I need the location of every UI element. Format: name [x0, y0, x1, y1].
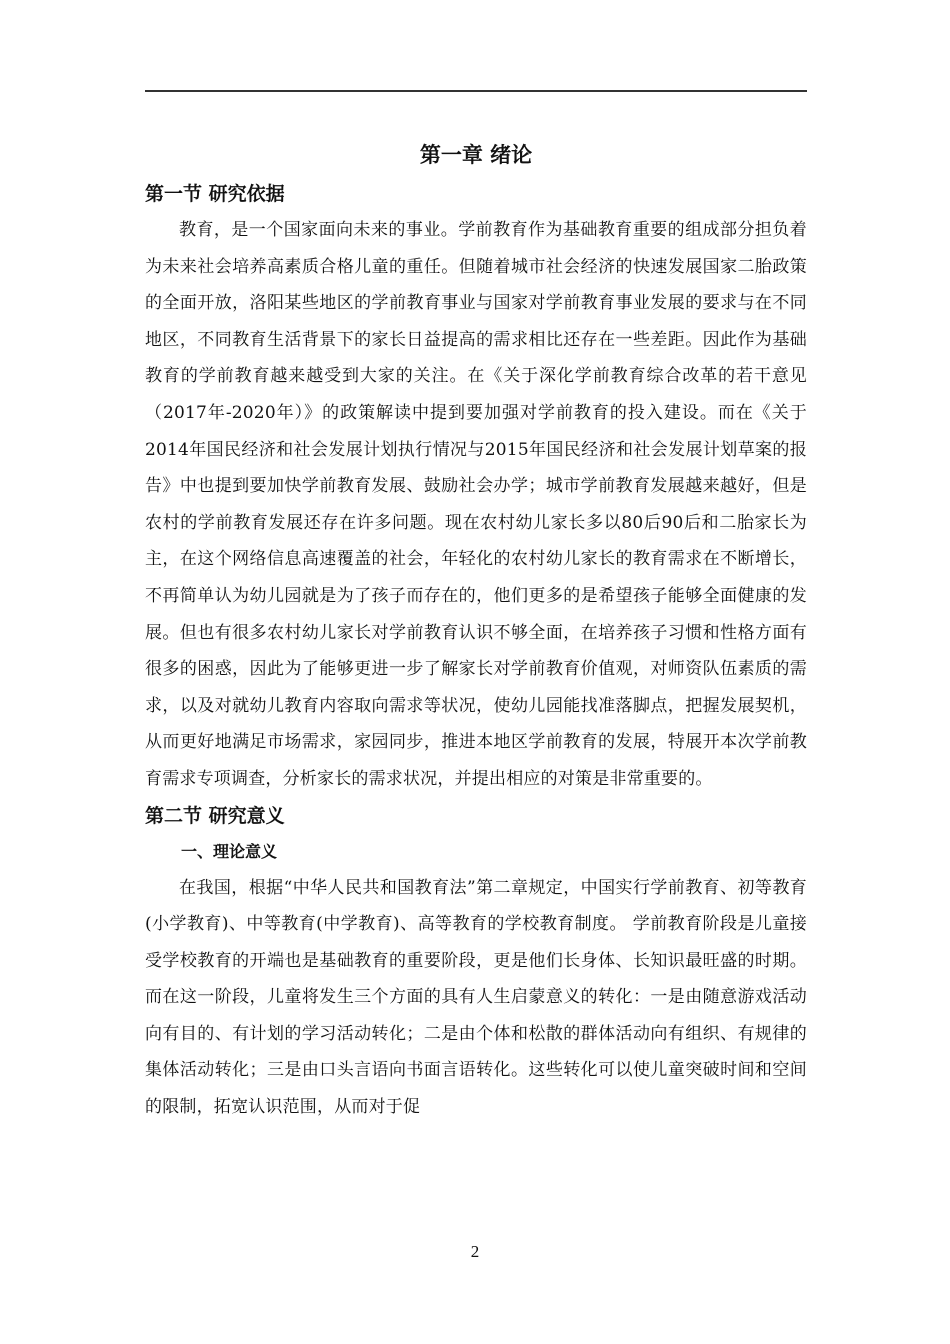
chapter-title: 第一章 绪论 [419, 143, 533, 167]
paragraph-theoretical-significance: 在我国，根据“中华人民共和国教育法”第二章规定，中国实行学前教育、初等教育(小学教育)、中等教育(中学教育)、高等教育的学校教育制度。 学前教育阶段是儿童接受学校教育的开端也是基础教育的重要阶段，更是他们长身体、长知识最旺盛的时期。而在这一阶段，儿童将发生三个方面的具有人生启蒙意义的转化：一是由随意游戏活动向有目的、有计划的学习活动转化；二是由个体和松散的群体活动向有组织、有规律的集体活动转化；三是由口头言语向书面言语转化。这些转化可以使儿童突破时间和空间的限制，拓宽认识范围，从而对于促 [145, 877, 807, 1118]
paragraph-research-basis: 教育，是一个国家面向未来的事业。学前教育作为基础教育重要的组成部分担负着为未来社会培养高素质合格儿童的重任。但随着城市社会经济的快速发展国家二胎政策的全面开放，洛阳某些地区的学前教育事业与国家对学前教育事业发展的要求与在不同地区，不同教育生活背景下的家长日益提高的需求相比还存在一些差距。因此作为基础教育的学前教育越来越受到大家的关注。在《关于深化学前教育综合改革的若干意见（2017年-2020年）》的政策解读中提到要加强对学前教育的投入建设。而在《关于2014年国民经济和社会发展计划执行情况与2015年国民经济和社会发展计划草案的报告》中也提到要加快学前教育发展、鼓励社会办学；城市学前教育发展越来越好，但是农村的学前教育发展还存在许多问题。现在农村幼儿家长多以80后90后和二胎家长为主，在这个网络信息高速覆盖的社会，年轻化的农村幼儿家长的教育需求在不断增长，不再简单认为幼儿园就是为了孩子而存在的，他们更多的是希望孩子能够全面健康的发展。但也有很多农村幼儿家长对学前教育认识不够全面，在培养孩子习惯和性格方面有很多的困惑，因此为了能够更进一步了解家长对学前教育价值观，对师资队伍素质的需求，以及对就幼儿教育内容取向需求等状况，使幼儿园能找准落脚点，把握发展契机，从而更好地满足市场需求，家园同步，推进本地区学前教育的发展，特展开本次学前教育需求专项调查，分析家长的需求状况，并提出相应的对策是非常重要的。 [145, 220, 807, 789]
header-rule [145, 90, 807, 92]
section-title-significance: 第二节 研究意义 [145, 804, 285, 827]
section-title-basis: 第一节 研究依据 [145, 183, 285, 205]
page-number: 2 [470, 1242, 480, 1261]
subsection-title-theory: 一、理论意义 [181, 841, 278, 861]
page-content [145, 140, 807, 1126]
